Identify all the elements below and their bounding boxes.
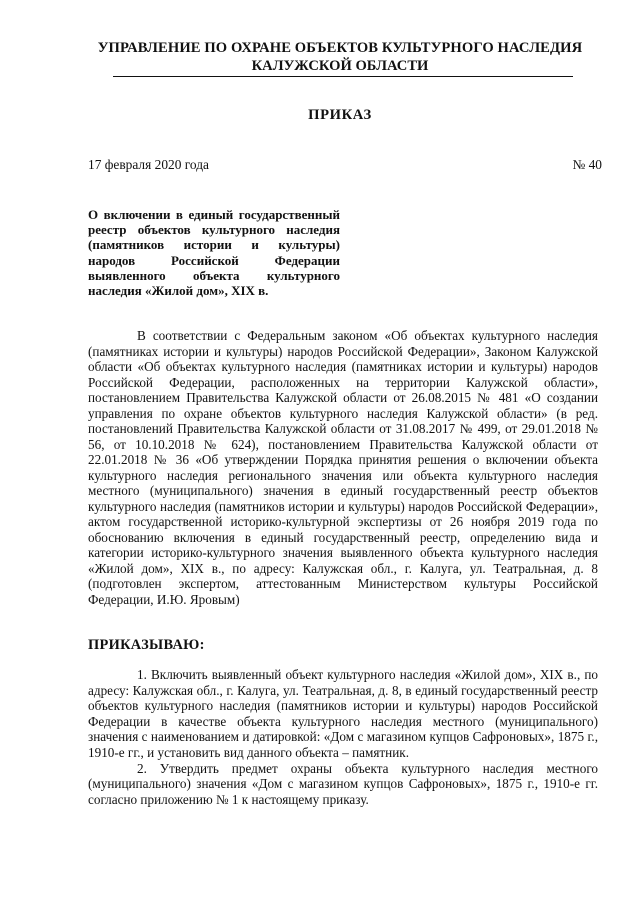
order-item-1: 1. Включить выявленный объект культурного наследия «Жилой дом», XIX в., по адресу: Калужская обл., г. Калуга, ул. Театральная, д. 8, в единый государственный реестр объектов культурного наследия (памятников истории и культуры) народов Российской Федерации в качестве объекта культурного наследия местного (муниципального) значения с наименованием и датировкой: «Дом с магазином купцов Сафроновых», 1875 г., 1910-е гг., и установить вид данного объекта – памятник.	[88, 667, 598, 760]
organization-region: КАЛУЖСКОЙ ОБЛАСТИ	[251, 58, 429, 74]
document-subject: О включении в единый государственный реестр объектов культурного наследия (памятников истории и культуры) народов Российской Федерации выявленного объекта культурного наследия «Жилой дом», XIX в.	[88, 207, 340, 299]
document-number: № 40	[572, 157, 602, 172]
document-date: 17 февраля 2020 года	[88, 157, 209, 172]
preamble-paragraph: В соответствии с Федеральным законом «Об объектах культурного наследия (памятниках истории и культуры) народов Российской Федерации», Законом Калужской области «Об объектах культурного наследия (памятниках истории и культуры) народов Российской Федерации, расположенных на территории Калужской области», постановлением Правительства Калужской области от 26.08.2015 № 481 «О создании управления по охране объектов культурного наследия Калужской области» (в ред. постановлений Правительства Калужской области от 31.08.2017 № 499, от 29.01.2018 № 56, от 10.10.2018 № 624), постановлением Правительства Калужской области от 22.01.2018 № 36 «Об утверждении Порядка принятия решения о включении объекта культурного наследия регионального значения или объекта культурного наследия местного (муниципального) значения в единый государственный реестр объектов культурного наследия (памятников истории и культуры) народов Российской Федерации», актом государственной историко-культурной экспертизы от 26 ноября 2019 года по обоснованию включения в единый государственный реестр, определению вида и категории историко-культурного значения выявленного объекта культурного наследия «Жилой дом», XIX в., по адресу: Калужская обл., г. Калуга, ул. Театральная, д. 8 (подготовлен экспертом, аттестованным Министерством культуры Российской Федерации, И.Ю. Яровым)	[88, 328, 598, 607]
order-item-2: 2. Утвердить предмет охраны объекта культурного наследия местного (муниципального) значения «Дом с магазином купцов Сафроновых», 1875 г., 1910-е гг. согласно приложению № 1 к настоящему приказу.	[88, 760, 598, 807]
order-items	[88, 667, 598, 807]
organization-name: УПРАВЛЕНИЕ ПО ОХРАНЕ ОБЪЕКТОВ КУЛЬТУРНОГО НАСЛЕДИЯ	[97, 40, 583, 56]
header-divider	[113, 76, 573, 77]
document-type-title: ПРИКАЗ	[308, 107, 372, 123]
preamble-block	[88, 328, 598, 607]
order-directive-heading: ПРИКАЗЫВАЮ:	[88, 637, 205, 653]
